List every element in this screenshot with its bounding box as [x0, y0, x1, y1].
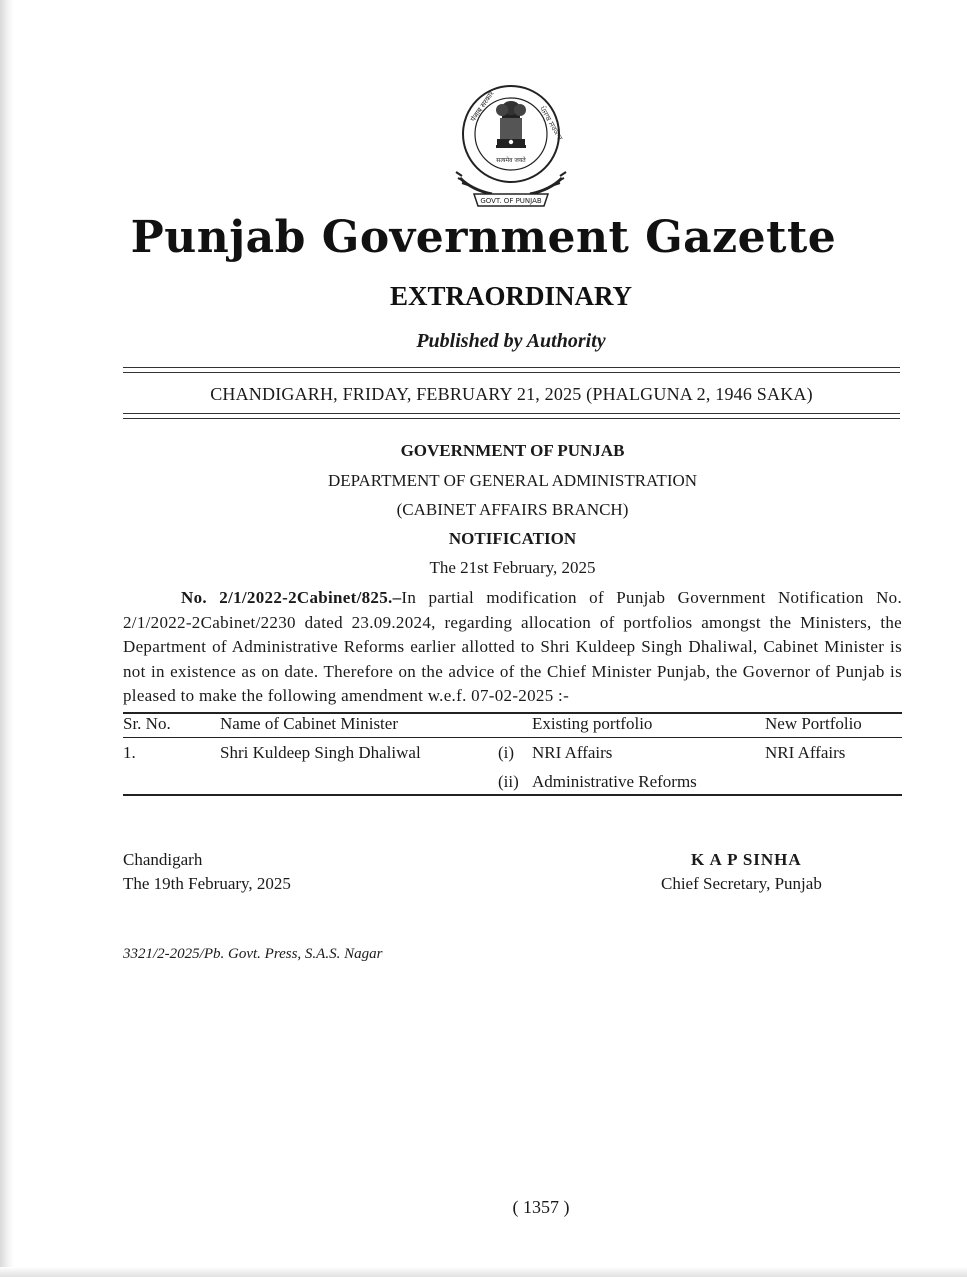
page-number: ( 1357 ) [512, 1197, 570, 1217]
press-reference: 3321/2-2025/Pb. Govt. Press, S.A.S. Nagar [123, 946, 383, 962]
row-minister-name: Shri Kuldeep Singh Dhaliwal [220, 743, 421, 762]
signatory-name: K A P SINHA [691, 850, 802, 869]
emblem-motto: सत्यमेव जयते [496, 157, 526, 164]
gazette-title: Punjab Government Gazette [130, 212, 837, 263]
table-header-line [123, 737, 902, 738]
emblem-ring-text-right: ਪੰਜਾਬ ਸਰਕਾਰ [538, 105, 565, 142]
body-text: In partial modification of Punjab Government Notification No. 2/1/2022-2Cabinet/2230 dated 23.09.2024, regarding allocation of portfolios amongst the Ministers, the Department of Administrative Reforms earlier allotted to Shri Kuldeep Singh Dhaliwal, Cabinet Minister is not in existence as on date. Therefore on the advice of the Chief Minister Punjab, the Governor of Punjab is pleased to make the following amendment w.e.f. 07-02-2025 :- [123, 588, 902, 705]
top-rule-2 [123, 372, 900, 373]
row-existing-portfolio-2: Administrative Reforms [532, 772, 697, 791]
notification-date: The 21st February, 2025 [429, 558, 596, 577]
page-shadow [0, 0, 14, 1277]
reference-number: No. 2/1/2022-2Cabinet/825.– [181, 588, 402, 607]
bottom-rule-1 [123, 413, 900, 414]
issue-date: The 19th February, 2025 [123, 874, 291, 893]
issue-place: Chandigarh [123, 850, 203, 869]
emblem-ring-text-left: पंजाब सरकार [469, 90, 496, 124]
row-existing-portfolio-1: NRI Affairs [532, 743, 613, 762]
notification-heading: NOTIFICATION [448, 529, 577, 548]
government-heading: GOVERNMENT OF PUNJAB [400, 441, 625, 460]
row-sr-no: 1. [123, 743, 136, 762]
department-heading: DEPARTMENT OF GENERAL ADMINISTRATION [327, 471, 698, 490]
emblem-ribbon-text: GOVT. OF PUNJAB [480, 197, 542, 205]
dateline: CHANDIGARH, FRIDAY, FEBRUARY 21, 2025 (PHALGUNA 2, 1946 SAKA) [210, 384, 813, 404]
header-sr-no: Sr. No. [123, 714, 171, 733]
top-rule-1 [123, 367, 900, 368]
table-bottom-line [123, 794, 902, 796]
state-emblem-icon [452, 82, 570, 218]
signatory-title: Chief Secretary, Punjab [661, 874, 822, 893]
page-shadow-bottom [0, 1267, 967, 1277]
branch-heading: (CABINET AFFAIRS BRANCH) [396, 500, 629, 519]
row-new-portfolio: NRI Affairs [765, 743, 846, 762]
publisher-line: Published by Authority [416, 330, 606, 352]
header-new: New Portfolio [765, 714, 862, 733]
row-existing-marker-2: (ii) [498, 772, 519, 791]
header-existing: Existing portfolio [532, 714, 653, 733]
bottom-rule-2 [123, 418, 900, 419]
notification-body [123, 586, 902, 709]
header-minister: Name of Cabinet Minister [220, 714, 398, 733]
row-existing-marker-1: (i) [498, 743, 515, 762]
edition-label: EXTRAORDINARY [389, 281, 633, 311]
